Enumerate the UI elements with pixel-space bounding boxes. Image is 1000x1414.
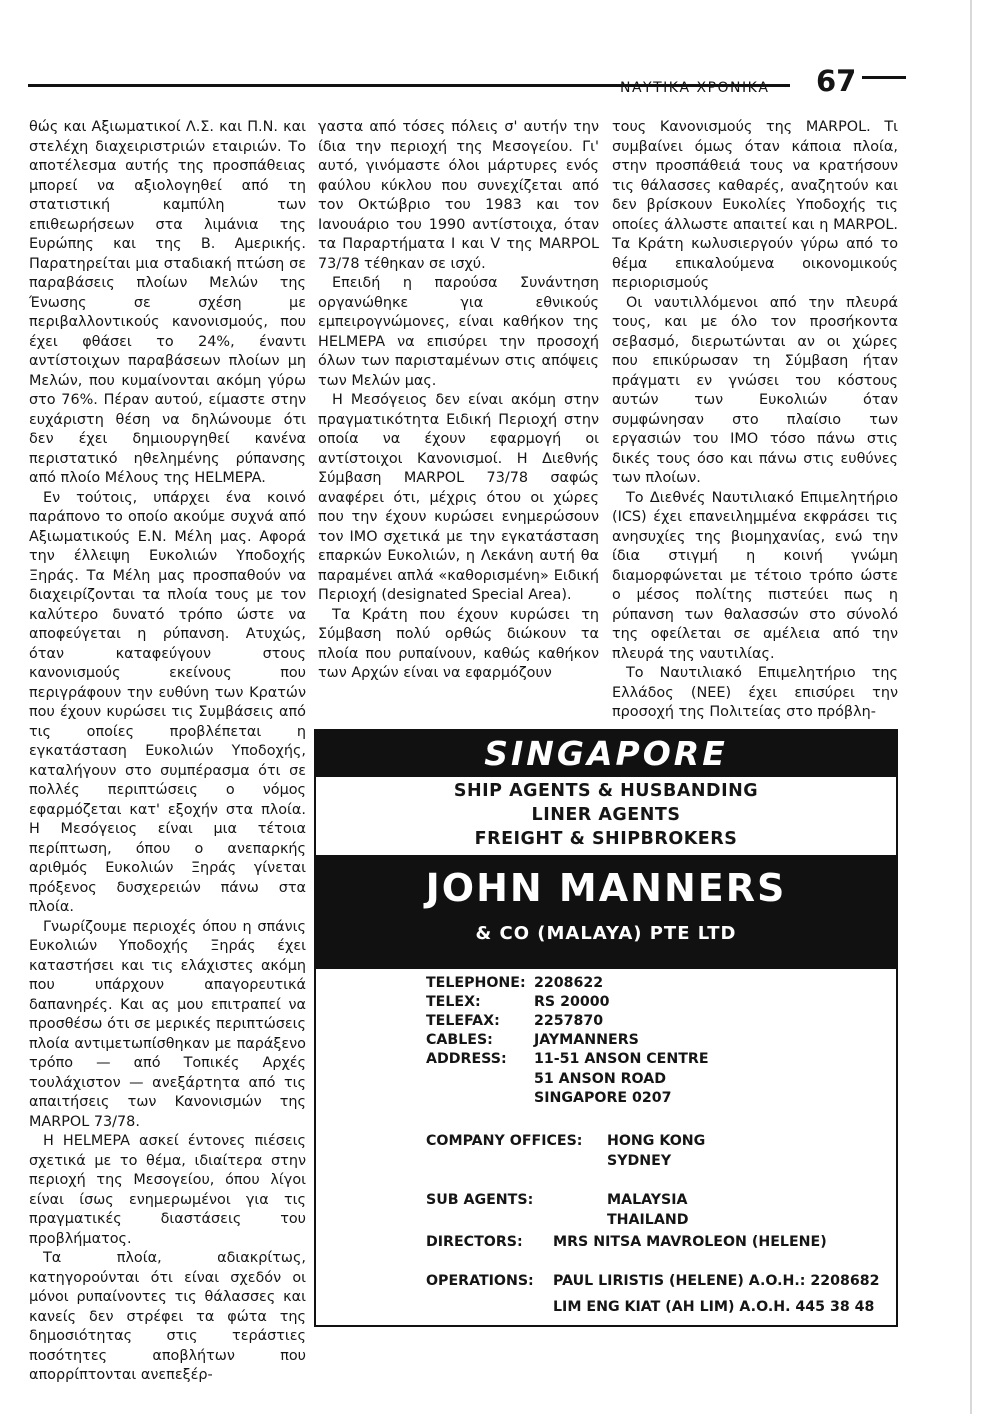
- magazine-title: ΝΑΥΤΙΚΑ ΧΡΟΝΙΚΑ: [620, 80, 770, 96]
- ad-company-name: JOHN MANNERS: [425, 866, 787, 910]
- article-column-2: [318, 118, 599, 684]
- paragraph: Το Διεθνές Ναυτιλιακό Επιμελητήριο (ICS) έχει επανειλημμένα εκφράσει τις ανησυχίες της βιομηχανίας, ενώ την ίδια στιγμή η κοινή γνώμη διαμορφώνεται με τέτοιο τρόπο ώστε ο μέσος πολίτης πιστεύει πως η ρύπανση των θαλασσών στο σύνολό της οφείλεται σε αμέλεια από την πλευρά της ναυτιλίας.: [612, 489, 898, 662]
- page-number: 67: [816, 64, 857, 98]
- ad-contact-label: TELEX:: [426, 994, 481, 1010]
- ad-directors: MRS NITSA MAVROLEON (HELENE): [553, 1234, 827, 1250]
- ad-service: LINER AGENTS: [531, 805, 681, 825]
- paragraph: θώς και Αξιωματικοί Λ.Σ. και Π.Ν. και στελέχη διαχειριστριών εταιριών. Το αποτέλεσμα αυτής της προσπάθειας μπορεί να αξιολογηθεί από τη στατιστική καμπύλη των επιθεωρήσεων στα λιμάνια της Ευρώπης και της Β. Αμερικής. Παρατηρείται μια σταδιακή πτώση σε παραβάσεις πλοίων Μελών της Ένωσης σε σχέση με περιβαλλοντικούς κανονισμούς, που έχει φθάσει το 24%, έναντι αντίστοιχων παραβάσεων πλοίων μη Μελών, που κυμαίνονται ακόμη γύρω στο 76%. Πέραν αυτού, είμαστε στην ευχάριστη θέση να δηλώνουμε ότι δεν έχει δημιουργηθεί κανένα περιστατικό ηθελημένης ρύπανσης από πλοίο Μέλους της HELMEPA.: [29, 119, 306, 486]
- ad-sub-agent: THAILAND: [607, 1212, 689, 1228]
- paragraph: Τα πλοία, αδιακρίτως, κατηγορούνται ότι είναι σχεδόν οι μόνοι ρυπαίνοντες τις θάλασσες και κανείς δεν στρέφει τα φώτα της δημοσιότητας στις τεράστιες ποσότητες αποβλήτων που απορρίπτονται ανεπεξέρ-: [29, 1250, 306, 1383]
- ad-operations-label: OPERATIONS:: [426, 1273, 534, 1289]
- page-edge-line: [970, 0, 972, 1414]
- ad-company-suffix: & CO (MALAYA) PTE LTD: [475, 923, 737, 944]
- ad-contact-value: RS 20000: [534, 994, 610, 1010]
- paragraph: Τα Κράτη που έχουν κυρώσει τη Σύμβαση πολύ ορθώς διώκουν τα πλοία που ρυπαίνουν, καθώς καθήκον των Αρχών είναι να εφαρμόζουν: [318, 606, 599, 681]
- ad-services: [316, 777, 896, 855]
- paragraph: Γνωρίζουμε περιοχές όπου η σπάνις Ευκολιών Υποδοχής Ξηράς έχει καταστήσει και τις ελάχιστες ακόμη που υπάρχουν απαγορευτικά δαπανηρές. Και ας μου επιτραπεί να προσθέσω ότι σε μερικές περιπτώσεις πλοία αντιμετωπίσθηκαν με παράξενο τρόπο — από Τοπικές Αρχές τουλάχιστον — ανεξάρτητα από τις απαιτήσεις των Κανονισμών της MARPOL 73/78.: [29, 918, 306, 1130]
- ad-contact-value: JAYMANNERS: [534, 1032, 639, 1048]
- ad-contact-value: SINGAPORE 0207: [534, 1090, 672, 1106]
- header-rule-right: [862, 76, 906, 79]
- paragraph: Οι ναυτιλλόμενοι από την πλευρά τους, και με όλο τον προσήκοντα σεβασμό, διερωτώνται αν οι χώρες που επικύρωσαν τη Σύμβαση ήταν πράγματι εν γνώσει του κόστους αυτών των Ευκολιών όταν συμφώνησαν στο πλαίσιο των εργασιών του IMO τόσο πάνω στις δικές τους όσο και πάνω στις ευθύνες των πλοίων.: [612, 294, 898, 486]
- ad-company-office: HONG KONG: [607, 1133, 706, 1149]
- ad-contact-label: ADDRESS:: [426, 1051, 507, 1067]
- ad-company-offices-label: COMPANY OFFICES:: [426, 1133, 583, 1149]
- paragraph: Η Μεσόγειος δεν είναι ακόμη στην πραγματικότητα Ειδική Περιοχή στην οποία να έχουν εφαρμογή οι αντίστοιχοι Κανονισμοί. Η Διεθνής Σύμβαση MARPOL 73/78 σαφώς αναφέρει ότι, μέχρις ότου οι χώρες που την έχουν κυρώσει ενημερώσουν τον IMO σχετικά με την εγκατάσταση επαρκών Ευκολιών, η Λεκάνη αυτή θα παραμένει απλά «καθορισμένη» Ειδική Περιοχή (designated Special Area).: [318, 392, 599, 603]
- ad-operations-contact: PAUL LIRISTIS (HELENE) A.O.H.: 2208682: [553, 1273, 880, 1289]
- article-column-3: [612, 118, 898, 723]
- ad-banner: SINGAPORE: [316, 731, 896, 777]
- paragraph: Εν τούτοις, υπάρχει ένα κοινό παράπονο το οποίο ακούμε συχνά από Αξιωματικούς Ε.Ν. Μέλη μας. Αφορά την έλλειψη Ευκολιών Υποδοχής Ξηράς. Τα Μέλη μας προσπαθούν να διαχειρίζονται τα πλοία τους με τον καλύτερο δυνατό τρόπο ώστε να αποφεύγεται η ρύπανση. Ατυχώς, όταν καταφεύγουν στους κανονισμούς εκείνους που περιγράφουν την ευθύνη των Κρατών που έχουν κυρώσει τις Συμβάσεις από τις οποίες προβλέπεται η εγκατάσταση Ευκολιών Υποδοχής, καταλήγουν στο συμπέρασμα ότι σε πολλές περιπτώσεις ο νόμος εφαρμόζεται κατ' εξοχήν στα πλοία. Η Μεσόγειος είναι μια τέτοια περίπτωση, όπου ο ανεπαρκής αριθμός Ευκολιών Ξηράς γίνεται πρόξενος δυσχερειών πάνω στα πλοία.: [29, 489, 306, 915]
- ad-contact-value: 2257870: [534, 1013, 604, 1029]
- ad-contact-value: 51 ANSON ROAD: [534, 1071, 666, 1087]
- ad-service: FREIGHT & SHIPBROKERS: [474, 829, 738, 849]
- ad-sub-agents-label: SUB AGENTS:: [426, 1192, 534, 1208]
- paragraph: Το Ναυτιλιακό Επιμελητήριο της Ελλάδος (ΝΕΕ) έχει επισύρει την προσοχή της Πολιτείας στο πρόβλη-: [612, 665, 898, 720]
- paragraph: Επειδή η παρούσα Συνάντηση οργανώθηκε για εθνικούς εμπειρογνώμονες, είναι καθήκον της HELMEPA να επισύρει την προσοχή όλων των παρισταμένων στις απόψεις των Μελών μας.: [318, 275, 599, 389]
- advertisement-box: [314, 729, 898, 1327]
- ad-contact-label: TELEPHONE:: [426, 975, 526, 991]
- article-column-1: [29, 118, 306, 1386]
- ad-contact-value: 2208622: [534, 975, 604, 991]
- ad-contact-label: CABLES:: [426, 1032, 493, 1048]
- ad-company-office: SYDNEY: [607, 1153, 672, 1169]
- ad-service: SHIP AGENTS & HUSBANDING: [453, 781, 759, 801]
- ad-directors-label: DIRECTORS:: [426, 1234, 523, 1250]
- ad-contact-value: 11-51 ANSON CENTRE: [534, 1051, 709, 1067]
- ad-operations-contact: LIM ENG KIAT (AH LIM) A.O.H. 445 38 48: [553, 1299, 875, 1315]
- paragraph: γαστα από τόσες πόλεις σ' αυτήν την ίδια την περιοχή της Μεσογείου. Γι' αυτό, γινόμαστε όλοι μάρτυρες ενός φαύλου κύκλου που συνεχίζεται από τον Οκτώβριο του 1983 και τον Ιανουάριο του 1990 αντίστοιχα, όταν τα Παραρτήματα I και V της MARPOL 73/78 τέθηκαν σε ισχύ.: [318, 119, 599, 272]
- ad-company-band: [316, 855, 896, 969]
- ad-contact-label: TELEFAX:: [426, 1013, 500, 1029]
- paragraph: τους Κανονισμούς της MARPOL. Τι συμβαίνει όμως όταν κάποια πλοία, στην προσπάθειά τους να κρατήσουν τις θάλασσες καθαρές, αναζητούν και δεν βρίσκουν Ευκολίες Υποδοχής τις οποίες άλλωστε απαιτεί και η MARPOL. Τα Κράτη κωλυσιεργούν γύρω από το θέμα επικαλούμενα οικονομικούς περιορισμούς: [612, 119, 898, 291]
- paragraph: Η HELMEPA ασκεί έντονες πιέσεις σχετικά με το θέμα, ιδιαίτερα στην περιοχή της Μεσογείου, όπου λίγοι είναι ίσως ενημερωμένοι για τις πραγματικές διαστάσεις του προβλήματος.: [29, 1133, 306, 1247]
- ad-sub-agent: MALAYSIA: [607, 1192, 688, 1208]
